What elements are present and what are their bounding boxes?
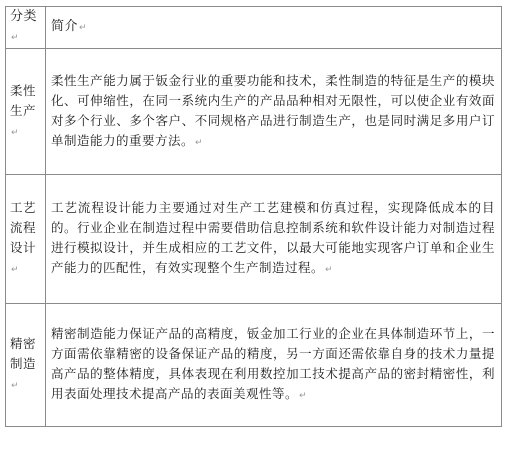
table-row bbox=[6, 304, 502, 427]
category-text: 精密制造 bbox=[10, 336, 37, 371]
description-text: 精密制造能力保证产品的高精度，钣金加工行业的企业在具体制造环节上，一方面需依靠精密的设备保证产品的精度，另一方面还需依靠自身的技术力量提高产品的整体精度，具体表现在利用数控加工技术提高产品的密封精密性，利用表面处理技术提高产品的表面美观性等。 bbox=[51, 326, 495, 401]
paragraph-mark-icon: ↵ bbox=[11, 127, 20, 138]
header-description-text: 简介 bbox=[51, 19, 79, 34]
header-category-text: 分类 bbox=[10, 9, 38, 24]
table-header-row bbox=[6, 7, 502, 49]
paragraph-mark-icon: ↵ bbox=[79, 23, 88, 33]
category-text: 工艺流程设计 bbox=[10, 200, 37, 255]
paragraph-mark-icon: ↵ bbox=[299, 391, 308, 401]
description-cell bbox=[46, 304, 502, 427]
description-text: 工艺流程设计能力主要通过对生产工艺建模和仿真过程，实现降低成本的目的。行业企业在制造过程中需要借助信息控制系统和软件设计能力对制造过程进行模拟设计，并生成相应的工艺文件，以最大可能地实现客户订单和企业生产能力的匹配性，有效实现整个生产制造过程。 bbox=[51, 200, 495, 275]
description-cell bbox=[46, 175, 502, 304]
category-table bbox=[5, 6, 502, 427]
category-text: 柔性生产 bbox=[10, 82, 37, 118]
description-cell bbox=[46, 49, 502, 175]
paragraph-mark-icon: ↵ bbox=[11, 381, 20, 391]
table-row bbox=[6, 49, 502, 175]
paragraph-mark-icon: ↵ bbox=[11, 33, 20, 43]
header-cell-category bbox=[6, 7, 46, 49]
table-row bbox=[6, 175, 502, 304]
category-cell bbox=[6, 49, 46, 175]
paragraph-mark-icon: ↵ bbox=[11, 265, 20, 275]
paragraph-mark-icon: ↵ bbox=[325, 265, 334, 275]
category-cell bbox=[6, 175, 46, 304]
header-cell-description bbox=[46, 7, 502, 49]
description-text: 柔性生产能力属于钣金行业的重要功能和技术，柔性制造的特征是生产的模块化、可伸缩性，在同一系统内生产的产品品种相对无限性，可以使企业有效面对多个行业、多个客户、不同规格产品进行制造生产，也是同时满足多用户订单制造能力的重要方法。 bbox=[51, 72, 495, 148]
paragraph-mark-icon: ↵ bbox=[195, 137, 204, 148]
category-cell bbox=[6, 304, 46, 427]
